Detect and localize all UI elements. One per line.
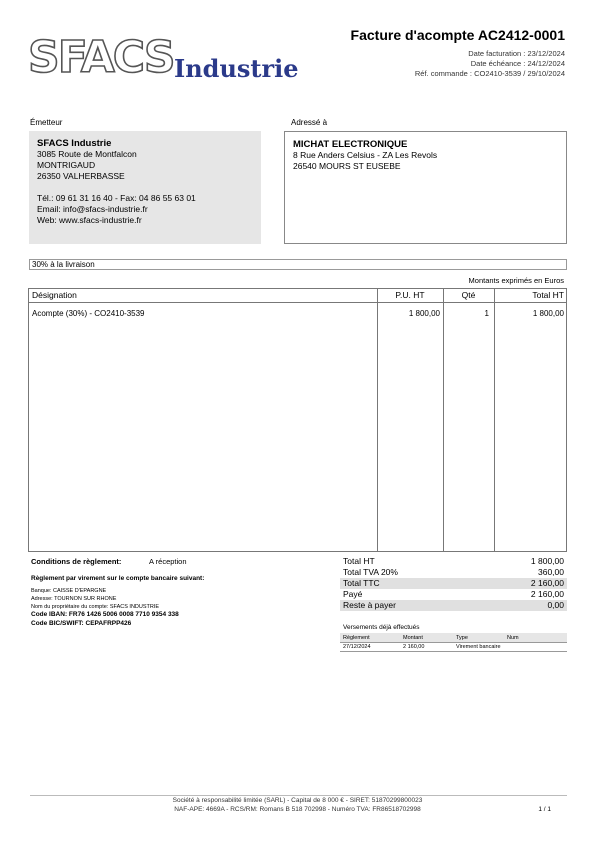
emetteur-address1: 3085 Route de Montfalcon bbox=[37, 149, 137, 159]
vh-type: Type bbox=[456, 635, 468, 641]
total-row bbox=[340, 600, 567, 611]
virement-title: Règlement par virement sur le compte bancaire suivant: bbox=[31, 575, 205, 582]
currency-note: Montants exprimés en Euros bbox=[468, 276, 564, 285]
logo-brand: SFACS bbox=[28, 32, 174, 83]
versements-header bbox=[340, 633, 567, 643]
total-value: 360,00 bbox=[538, 567, 564, 577]
destinataire-name: MICHAT ELECTRONIQUE bbox=[293, 139, 408, 150]
emetteur-name: SFACS Industrie bbox=[37, 138, 112, 149]
bank-address: Adresse: TOURNON SUR RHONE bbox=[31, 596, 117, 602]
total-value: 2 160,00 bbox=[530, 589, 564, 599]
total-label: Reste à payer bbox=[343, 600, 396, 610]
footer-legal-2: NAF-APE: 4669A - RCS/RM: Romans B 518 702998 - Numéro TVA: FR86518702998 bbox=[174, 806, 421, 813]
page-number: 1 / 1 bbox=[538, 806, 551, 813]
total-label: Payé bbox=[343, 589, 363, 599]
emetteur-box bbox=[29, 131, 261, 244]
vh-reglement: Règlement bbox=[343, 635, 370, 641]
row-total: 1 800,00 bbox=[532, 309, 564, 318]
conditions-label: Conditions de règlement: bbox=[31, 557, 122, 566]
emetteur-phone: Tél.: 09 61 31 16 40 - Fax: 04 86 55 63 01 bbox=[37, 193, 196, 203]
total-label: Total TVA 20% bbox=[343, 567, 398, 577]
v-montant: 2 160,00 bbox=[403, 644, 425, 650]
emetteur-label: Émetteur bbox=[30, 118, 63, 127]
ref-commande: Réf. commande : CO2410-3539 / 29/10/2024 bbox=[414, 69, 565, 78]
v-reglement: 27/12/2024 bbox=[343, 644, 371, 650]
row-qty: 1 bbox=[484, 309, 489, 318]
date-facturation: Date facturation : 23/12/2024 bbox=[468, 49, 565, 58]
emetteur-web: Web: www.sfacs-industrie.fr bbox=[37, 215, 142, 225]
bic: Code BIC/SWIFT: CEPAFRPP426 bbox=[31, 620, 132, 627]
date-echeance: Date échéance : 24/12/2024 bbox=[470, 59, 565, 68]
header-pu: P.U. HT bbox=[395, 290, 425, 300]
footer-divider bbox=[30, 795, 567, 796]
versement-row bbox=[340, 643, 567, 652]
invoice-title: Facture d'acompte AC2412-0001 bbox=[350, 27, 565, 43]
total-value: 1 800,00 bbox=[530, 556, 564, 566]
header-designation: Désignation bbox=[32, 290, 77, 300]
logo-suffix: Industrie bbox=[174, 54, 299, 83]
conditions-value: A réception bbox=[149, 557, 187, 566]
column-divider bbox=[494, 289, 495, 551]
total-label: Total HT bbox=[343, 556, 375, 566]
destinataire-address2: 26540 MOURS ST EUSEBE bbox=[293, 161, 401, 171]
total-row bbox=[340, 578, 567, 589]
emetteur-address3: 26350 VALHERBASSE bbox=[37, 171, 125, 181]
total-value: 2 160,00 bbox=[530, 578, 564, 588]
emetteur-email: Email: info@sfacs-industrie.fr bbox=[37, 204, 148, 214]
total-value: 0,00 bbox=[547, 600, 564, 610]
versements-title: Versements déjà effectués bbox=[343, 624, 420, 631]
row-designation: Acompte (30%) - CO2410-3539 bbox=[32, 309, 145, 318]
total-label: Total TTC bbox=[343, 578, 380, 588]
destinataire-address1: 8 Rue Anders Celsius - ZA Les Revols bbox=[293, 150, 438, 160]
row-pu: 1 800,00 bbox=[408, 309, 440, 318]
vh-num: Num bbox=[507, 635, 519, 641]
destinataire-label: Adressé à bbox=[291, 118, 328, 127]
bank-name: Banque: CAISSE D'EPARGNE bbox=[31, 588, 107, 594]
emetteur-address2: MONTRIGAUD bbox=[37, 160, 96, 170]
header-qty: Qté bbox=[461, 290, 476, 300]
account-owner: Nom du propriétaire du compte: SFACS INDUSTRIE bbox=[31, 604, 160, 610]
company-logo bbox=[28, 30, 299, 90]
destinataire-box bbox=[284, 131, 567, 244]
vh-montant: Montant bbox=[403, 635, 423, 641]
column-divider bbox=[443, 289, 444, 551]
total-row bbox=[340, 556, 567, 567]
v-type: Virement bancaire bbox=[456, 644, 501, 650]
total-row bbox=[340, 589, 567, 600]
footer-legal-1: Société à responsabilité limitée (SARL) - Capital de 8 000 € - SIRET: 51870299800023 bbox=[172, 797, 423, 804]
iban: Code IBAN: FR76 1426 5006 0008 7710 9354 338 bbox=[31, 611, 179, 618]
header-total: Total HT bbox=[532, 290, 564, 300]
total-row bbox=[340, 567, 567, 578]
column-divider bbox=[377, 289, 378, 551]
condition-note: 30% à la livraison bbox=[29, 259, 567, 270]
items-table bbox=[28, 288, 567, 552]
